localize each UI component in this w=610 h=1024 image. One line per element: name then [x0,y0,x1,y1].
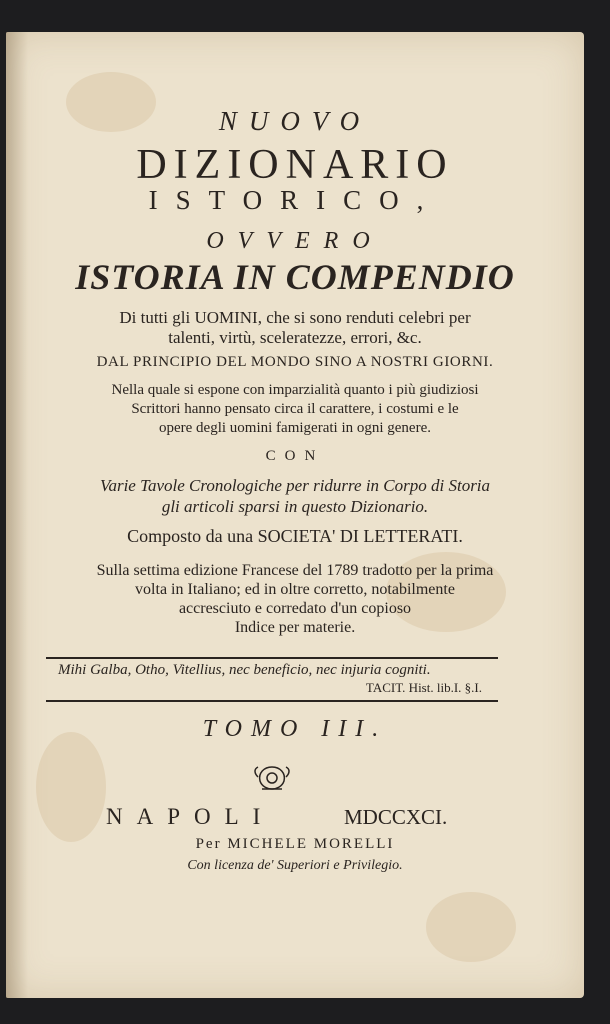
volume-number: TOMO III. [202,716,388,742]
divider-top [46,657,498,659]
subtitle-line: opere degli uomini famigerati in ogni genere. [159,420,431,436]
ornament-icon [252,763,292,793]
imprint-publisher: Per MICHELE MORELLI [195,836,395,852]
foxing-stain [36,732,106,842]
title-ovvero: OVVERO [206,228,384,254]
subtitle-line: Di tutti gli UOMINI, che si sono renduti celebri per [119,308,471,327]
title-dizionario: DIZIONARIO [136,142,454,188]
subtitle-con: CON [265,448,325,464]
title-page [6,32,584,998]
imprint-license: Con licenza de' Superiori e Privilegio. [187,858,403,873]
foxing-stain [426,892,516,962]
subtitle-line: talenti, virtù, sceleratezze, errori, &c. [168,328,422,347]
edition-line: Sulla settima edizione Francese del 1789 tradotto per la prima [96,562,494,579]
edition-line: accresciuto e corredato d'un copioso [178,600,412,617]
title-istorico: ISTORICO, [148,185,442,215]
imprint-city: NAPOLI [106,804,275,829]
edition-line: volta in Italiano; ed in oltre corretto, notabilmente [135,581,455,598]
motto-source: TACIT. Hist. lib.I. §.I. [365,680,482,695]
subtitle-italic-line: gli articoli sparsi in questo Dizionario. [161,497,429,516]
composed-by: Composto da una SOCIETA' DI LETTERATI. [127,526,463,546]
imprint-year: MDCCXCI. [344,805,448,829]
subtitle-line: Nella quale si espone con imparzialità quanto i più giudiziosi [111,382,479,398]
title-istoria-in-compendio: ISTORIA IN COMPENDIO [75,257,515,297]
divider-bottom [46,700,498,702]
motto-quote: Mihi Galba, Otho, Vitellius, nec beneficio, nec injuria cogniti. [58,662,431,678]
edition-line: Indice per materie. [234,619,356,636]
subtitle-line: Scrittori hanno pensato circa il carattere, i costumi e le [131,401,459,417]
title-nuovo: NUOVO [218,106,372,136]
subtitle-line: DAL PRINCIPIO DEL MONDO SINO A NOSTRI GIORNI. [96,354,494,370]
subtitle-italic-line: Varie Tavole Cronologiche per ridurre in Corpo di Storia [99,476,491,495]
